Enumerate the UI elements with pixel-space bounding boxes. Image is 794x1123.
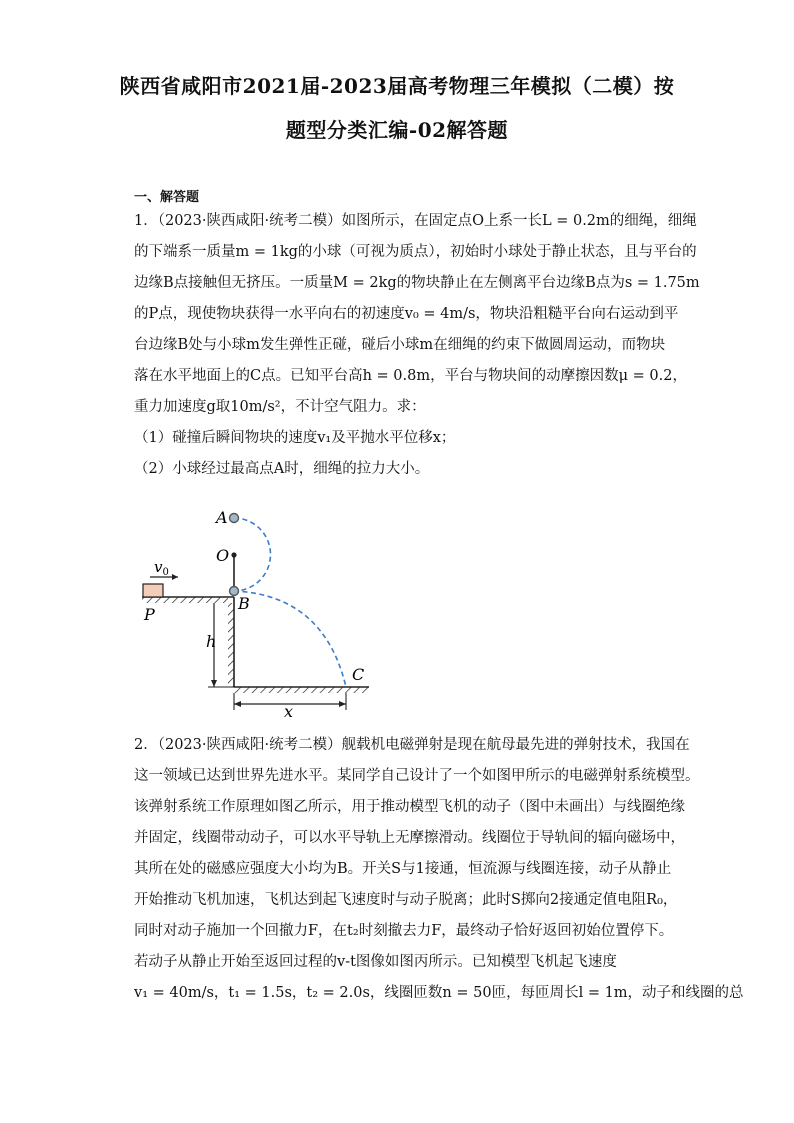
label-A: A [216, 508, 228, 527]
question-1-line: 重力加速度g取10m/s²，不计空气阻力。求： [134, 399, 426, 415]
velocity-arrow-head [172, 574, 178, 580]
question-2-line: 2．（2023·陕西咸阳·统考二模）舰载机电磁弹射是现在航母最先进的弹射技术，我国在 [134, 737, 690, 753]
wall-hatch [228, 603, 234, 687]
question-2-line: 若动子从静止开始至返回过程的v-t图像如图丙所示。已知模型飞机起飞速度 [134, 954, 617, 970]
platform-hatch [142, 597, 228, 603]
label-P: P [144, 605, 155, 624]
pendulum-collision-figure [134, 505, 384, 720]
question-2-line: 开始推动飞机加速，飞机达到起飞速度时与动子脱离；此时S掷向2接通定值电阻R₀， [134, 892, 678, 908]
question-1-line: 边缘B点接触但无挤压。一质量M = 2kg的物块静止在左侧离平台边缘B点为s = 1.75m [134, 275, 700, 291]
document-title-line-2: 题型分类汇编-02解答题 [285, 118, 509, 142]
height-arrow [211, 680, 217, 687]
question-2 [134, 730, 744, 1009]
question-1 [134, 206, 700, 485]
question-1-line: 的P点，现使物块获得一水平向右的初速度v₀ = 4m/s，物块沿粗糙平台向右运动到平 [134, 306, 679, 322]
ground-hatch [234, 687, 369, 693]
question-1-subquestion-2: （2）小球经过最高点A时，细绳的拉力大小。 [134, 461, 430, 477]
circular-path [234, 518, 271, 591]
question-2-line: 同时对动子施加一个回撤力F，在t₂时刻撤去力F，最终动子恰好返回初始位置停下。 [134, 923, 674, 939]
range-arrow-right [339, 701, 346, 707]
label-h: h [206, 632, 217, 651]
question-2-line: 其所在处的磁感应强度大小均为B。开关S与1接通，恒流源与线圈连接，动子从静止 [134, 861, 672, 877]
question-2-line: v₁ = 40m/s，t₁ = 1.5s，t₂ = 2.0s，线圈匝数n = 50匝，每匝周长l = 1m，动子和线圈的总 [134, 985, 744, 1001]
projectile-path [234, 591, 346, 687]
label-C: C [352, 665, 365, 684]
pivot-O [231, 552, 236, 557]
range-arrow-left [234, 701, 241, 707]
question-1-subquestion-1: （1）碰撞后瞬间物块的速度v₁及平抛水平位移x； [134, 430, 456, 446]
section-heading: 一、解答题 [134, 190, 200, 205]
question-1-line: 落在水平地面上的C点。已知平台高h = 0.8m，平台与物块间的动摩擦因数μ = 0.2， [134, 368, 687, 384]
question-1-line: 的下端系一质量m = 1kg的小球（可视为质点），初始时小球处于静止状态，且与平台的 [134, 244, 697, 260]
document-title-line-1: 陕西省咸阳市2021届-2023届高考物理三年模拟（二模）按 [119, 74, 675, 98]
block [143, 584, 163, 597]
question-1-line: 台边缘B处与小球m发生弹性正碰，碰后小球m在细绳的约束下做圆周运动，而物块 [134, 337, 666, 353]
ball-at-A [230, 514, 239, 523]
question-2-line: 该弹射系统工作原理如图乙所示，用于推动模型飞机的动子（图中未画出）与线圈绝缘 [134, 799, 685, 815]
label-O: O [216, 546, 230, 565]
question-1-line: 1．（2023·陕西咸阳·统考二模）如图所示，在固定点O上系一长L = 0.2m的细绳，细绳 [134, 213, 697, 229]
question-2-line: 并固定，线圈带动动子，可以水平导轨上无摩擦滑动。线圈位于导轨间的辐向磁场中， [134, 830, 685, 846]
label-B: B [238, 594, 250, 613]
label-v0: $v_0$ [154, 558, 169, 578]
label-x: x [284, 702, 294, 720]
question-2-line: 这一领域已达到世界先进水平。某同学自己设计了一个如图甲所示的电磁弹射系统模型。 [134, 768, 700, 784]
